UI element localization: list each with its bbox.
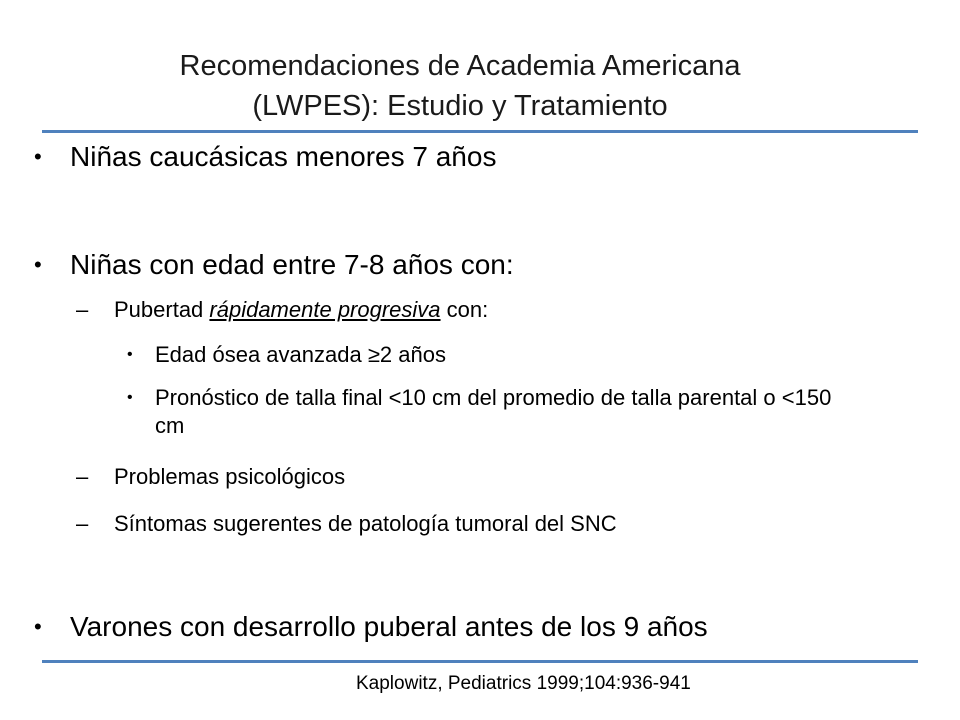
- slide-title: [0, 46, 920, 126]
- top-divider: [42, 130, 918, 133]
- bullet-icon: •: [34, 252, 42, 277]
- bullet-icon: •: [34, 614, 42, 639]
- bullet-icon: •: [127, 389, 133, 406]
- sub-sub-item-text: Edad ósea avanzada ≥2 años: [155, 342, 446, 367]
- sub-sub-item-text: Pronóstico de talla final <10 cm del promedio de talla parental o <150 cm: [155, 385, 832, 438]
- title-line-2: (LWPES): Estudio y Tratamiento: [252, 90, 668, 122]
- citation: Kaplowitz, Pediatrics 1999;104:936-941: [356, 673, 691, 694]
- title-line-1: Recomendaciones de Academia Americana: [179, 50, 741, 82]
- bullet-text: Varones con desarrollo puberal antes de los 9 años: [70, 611, 708, 642]
- dash-icon: –: [76, 464, 89, 489]
- bottom-divider: [42, 660, 918, 663]
- dash-icon: –: [76, 297, 89, 322]
- emphasis-text: rápidamente progresiva: [209, 297, 441, 322]
- dash-icon: –: [76, 511, 89, 536]
- bullet-icon: •: [127, 346, 133, 363]
- bullet-icon: •: [34, 144, 42, 169]
- bullet-text: Niñas caucásicas menores 7 años: [70, 141, 497, 172]
- sub-item-text: [114, 296, 488, 324]
- sub-item-suffix: con:: [440, 297, 489, 322]
- bullet-text: Niñas con edad entre 7-8 años con:: [70, 249, 514, 280]
- sub-item-text: Problemas psicológicos: [114, 464, 346, 489]
- sub-item-prefix: Pubertad: [114, 297, 210, 322]
- sub-item-text: Síntomas sugerentes de patología tumoral del SNC: [114, 511, 617, 536]
